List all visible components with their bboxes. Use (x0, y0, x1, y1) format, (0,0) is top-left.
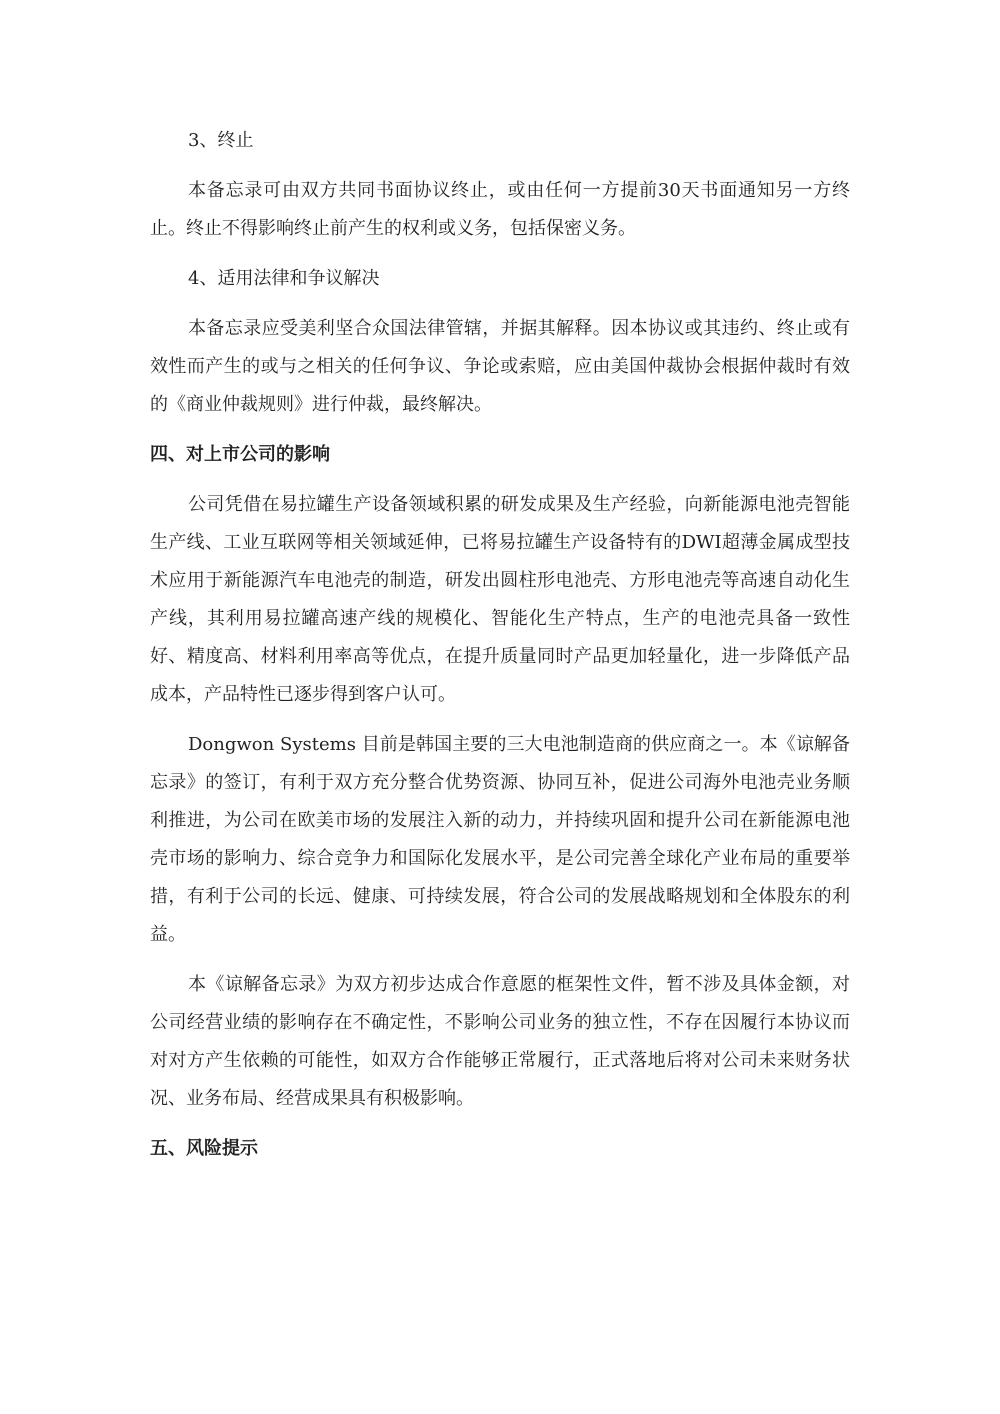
document-body (150, 122, 850, 1180)
impact-paragraph-1: 公司凭借在易拉罐生产设备领域积累的研发成果及生产经验，向新能源电池壳智能生产线、工业互联网等相关领域延伸，已将易拉罐生产设备特有的DWI超薄金属成型技术应用于新能源汽车电池壳的制造，研发出圆柱形电池壳、方形电池壳等高速自动化生产线，其利用易拉罐高速产线的规模化、智能化生产特点，生产的电池壳具备一致性好、精度高、材料利用率高等优点，在提升质量同时产品更加轻量化，进一步降低产品成本，产品特性已逐步得到客户认可。 (150, 494, 850, 705)
impact-heading: 四、对上市公司的影响 (150, 444, 330, 465)
section-3-title: 3、终止 (188, 130, 254, 151)
section-4-title: 4、适用法律和争议解决 (188, 268, 380, 289)
impact-paragraph-3: 本《谅解备忘录》为双方初步达成合作意愿的框架性文件，暂不涉及具体金额，对公司经营业绩的影响存在不确定性，不影响公司业务的独立性，不存在因履行本协议而对对方产生依赖的可能性，如双方合作能够正常履行，正式落地后将对公司未来财务状况、业务布局、经营成果具有积极影响。 (150, 974, 850, 1109)
risk-heading: 五、风险提示 (150, 1138, 258, 1159)
impact-paragraph-2: Dongwon Systems 目前是韩国主要的三大电池制造商的供应商之一。本《谅解备忘录》的签订，有利于双方充分整合优势资源、协同互补，促进公司海外电池壳业务顺利推进，为公司在欧美市场的发展注入新的动力，并持续巩固和提升公司在新能源电池壳市场的影响力、综合竞争力和国际化发展水平，是公司完善全球化产业布局的重要举措，有利于公司的长远、健康、可持续发展，符合公司的发展战略规划和全体股东的利益。 (150, 734, 850, 945)
section-3-text: 本备忘录可由双方共同书面协议终止，或由任何一方提前30天书面通知另一方终止。终止不得影响终止前产生的权利或义务，包括保密义务。 (150, 180, 850, 239)
section-4-text: 本备忘录应受美利坚合众国法律管辖，并据其解释。因本协议或其违约、终止或有效性而产生的或与之相关的任何争议、争论或索赔，应由美国仲裁协会根据仲裁时有效的《商业仲裁规则》进行仲裁，最终解决。 (150, 318, 850, 415)
